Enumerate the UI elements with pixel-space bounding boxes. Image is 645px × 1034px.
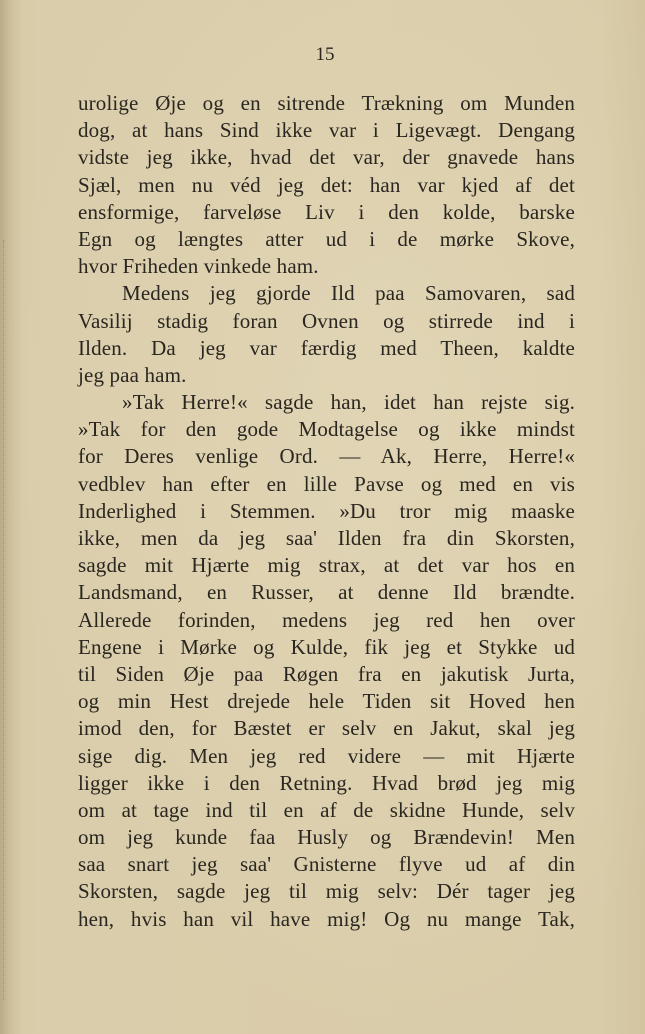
text-line: om jeg kunde faa Husly og Brændevin! Men <box>78 825 575 850</box>
text-line: jeg paa ham. <box>78 362 187 387</box>
text-line: Ilden. Da jeg var færdig med Theen, kaldte <box>78 335 575 360</box>
text-line: Engene i Mørke og Kulde, fik jeg et Stykke ud <box>78 634 575 659</box>
text-line: saa snart jeg saa' Gnisterne flyve ud af din <box>78 852 575 877</box>
page-number: 15 <box>315 44 335 65</box>
text-line: »Tak Herre!« sagde han, idet han rejste sig. <box>122 390 575 415</box>
text-line: vedblev han efter en lille Pavse og med en vis <box>78 471 575 496</box>
body-text <box>78 90 575 933</box>
binding-stitch-marks <box>3 240 8 1000</box>
text-line: dog, at hans Sind ikke var i Ligevægt. Dengang <box>78 118 575 143</box>
text-line: hvor Friheden vinkede ham. <box>78 254 319 279</box>
text-line: sagde mit Hjærte mig strax, at det var hos en <box>78 553 575 578</box>
text-line: Inderlighed i Stemmen. »Du tror mig maaske <box>78 498 575 523</box>
text-line: »Tak for den gode Modtagelse og ikke mindst <box>78 417 575 442</box>
text-line: sige dig. Men jeg red videre — mit Hjærte <box>78 743 575 768</box>
text-line: Medens jeg gjorde Ild paa Samovaren, sad <box>122 281 575 306</box>
text-line: Allerede forinden, medens jeg red hen over <box>78 607 575 632</box>
text-line: ensformige, farveløse Liv i den kolde, barske <box>78 199 575 224</box>
text-line: vidste jeg ikke, hvad det var, der gnavede hans <box>78 145 575 170</box>
text-line: om at tage ind til en af de skidne Hunde, selv <box>78 797 575 822</box>
text-line: Egn og længtes atter ud i de mørke Skove, <box>78 226 575 251</box>
text-line: Sjæl, men nu véd jeg det: han var kjed af det <box>78 172 575 197</box>
text-line: for Deres venlige Ord. — Ak, Herre, Herre!« <box>78 444 575 469</box>
text-line: imod den, for Bæstet er selv en Jakut, skal jeg <box>78 716 575 741</box>
text-line: til Siden Øje paa Røgen fra en jakutisk Jurta, <box>78 661 575 686</box>
text-line: Skorsten, sagde jeg til mig selv: Dér tager jeg <box>78 879 575 904</box>
page-binding-edge <box>0 0 22 1034</box>
text-line: Landsmand, en Russer, at denne Ild brændte. <box>78 580 575 605</box>
text-line: og min Hest drejede hele Tiden sit Hoved hen <box>78 689 575 714</box>
text-line: urolige Øje og en sitrende Trækning om Munden <box>78 91 575 115</box>
text-line: ikke, men da jeg saa' Ilden fra din Skorsten, <box>78 526 575 550</box>
text-line: hen, hvis han vil have mig! Og nu mange Tak, <box>78 906 575 931</box>
text-line: Vasilij stadig foran Ovnen og stirrede ind i <box>78 308 575 333</box>
text-line: ligger ikke i den Retning. Hvad brød jeg mig <box>78 770 575 795</box>
